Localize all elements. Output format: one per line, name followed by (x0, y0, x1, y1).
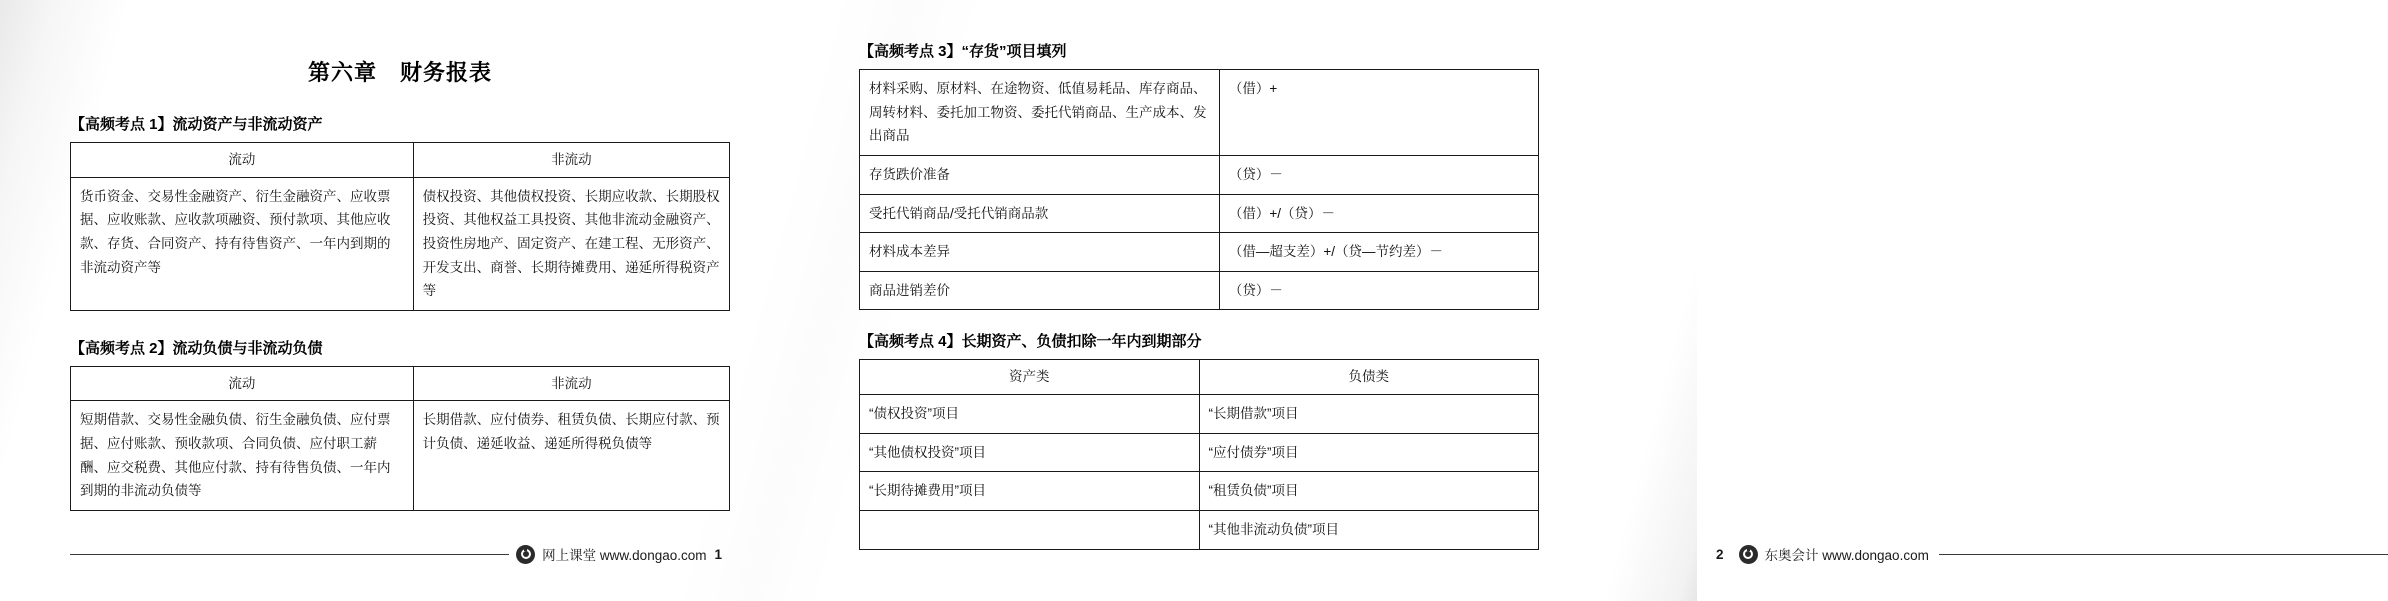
table-header-row (860, 360, 1539, 395)
section-heading-3: 【高频考点 3】“存货”项目填列 (859, 43, 1067, 60)
right-page-content (859, 40, 1539, 550)
brand-logo-icon (516, 545, 535, 564)
cell-inventory-item: 材料采购、原材料、在途物资、低值易耗品、库存商品、周转材料、委托加工物资、委托代销商品、生产成本、发出商品 (860, 70, 1220, 156)
table-row (71, 177, 730, 310)
table-row (860, 271, 1539, 310)
table-row (860, 433, 1539, 472)
column-header-noncurrent: 非流动 (413, 143, 729, 178)
cell-inventory-item: 商品进销差价 (860, 271, 1220, 310)
table-inventory-items (859, 69, 1539, 310)
cell-liability-item: “应付债券”项目 (1199, 433, 1539, 472)
table-row (860, 395, 1539, 434)
cell-inventory-value: （借—超支差）+/（贷—节约差）－ (1219, 233, 1538, 272)
cell-liability-item: “租赁负债”项目 (1199, 472, 1539, 511)
cell-asset-item (860, 510, 1200, 549)
cell-asset-item: “其他债权投资”项目 (860, 433, 1200, 472)
table-current-vs-noncurrent-liabilities (70, 366, 730, 511)
section-heading-4: 【高频考点 4】长期资产、负债扣除一年内到期部分 (859, 333, 1202, 351)
cell-inventory-value: （贷）－ (1219, 155, 1538, 194)
column-header-current: 流动 (71, 143, 414, 178)
table-row (71, 401, 730, 511)
section-heading-2: 【高频考点 2】流动负债与非流动负债 (70, 339, 323, 357)
cell-current-liabilities: 短期借款、交易性金融负债、衍生金融负债、应付票据、应付账款、预收款项、合同负债、应付职工薪酬、应交税费、其他应付款、持有待售负债、一年内到期的非流动负债等 (71, 401, 414, 511)
page-number: 2 (1716, 546, 1724, 562)
table-long-term-assets-liabilities (859, 359, 1539, 549)
cell-asset-item: “长期待摊费用”项目 (860, 472, 1200, 511)
footer-brand-label: 东奥会计 www.dongao.com (1764, 548, 1929, 563)
left-page-footer (70, 543, 730, 565)
table-header-row (71, 143, 730, 178)
cell-noncurrent-assets: 债权投资、其他债权投资、长期应收款、长期股权投资、其他权益工具投资、其他非流动金融资产、投资性房地产、固定资产、在建工程、无形资产、开发支出、商誉、长期待摊费用、递延所得税资产等 (413, 177, 729, 310)
cell-inventory-value: （贷）－ (1219, 271, 1538, 310)
cell-inventory-value: （借）+/（贷）－ (1219, 194, 1538, 233)
section-heading-1: 【高频考点 1】流动资产与非流动资产 (70, 116, 323, 133)
cell-liability-item: “其他非流动负债”项目 (1199, 510, 1539, 549)
table-row (860, 194, 1539, 233)
table-current-vs-noncurrent-assets (70, 142, 730, 311)
table-row (860, 233, 1539, 272)
right-page-footer (1708, 543, 2388, 565)
left-page (0, 0, 848, 601)
column-header-noncurrent: 非流动 (413, 366, 729, 401)
column-header-liability-type: 负债类 (1199, 360, 1539, 395)
left-page-content (70, 40, 730, 511)
table-row (860, 472, 1539, 511)
cell-inventory-item: 受托代销商品/受托代销商品款 (860, 194, 1220, 233)
table-row (860, 510, 1539, 549)
spacer (859, 310, 1539, 330)
table-row (860, 70, 1539, 156)
cell-inventory-item: 材料成本差异 (860, 233, 1220, 272)
spacer (70, 311, 730, 337)
cell-liability-item: “长期借款”项目 (1199, 395, 1539, 434)
footer-brand-label: 网上课堂 www.dongao.com (542, 548, 707, 563)
page-title: 第六章 财务报表 (307, 60, 492, 85)
cell-inventory-item: 存货跌价准备 (860, 155, 1220, 194)
brand-logo-icon (1739, 545, 1758, 564)
cell-current-assets: 货币资金、交易性金融资产、衍生金融资产、应收票据、应收账款、应收款项融资、预付款项、其他应收款、存货、合同资产、持有待售资产、一年内到期的非流动资产等 (71, 177, 414, 310)
table-row (860, 155, 1539, 194)
cell-inventory-value: （借）+ (1219, 70, 1538, 156)
right-page (849, 0, 1929, 601)
footer-rule (70, 554, 509, 555)
cell-asset-item: “债权投资”项目 (860, 395, 1200, 434)
cell-noncurrent-liabilities: 长期借款、应付债券、租赁负债、长期应付款、预计负债、递延收益、递延所得税负债等 (413, 401, 729, 511)
column-header-asset-type: 资产类 (860, 360, 1200, 395)
table-header-row (71, 366, 730, 401)
footer-rule (1939, 554, 2388, 555)
page-number: 1 (714, 546, 722, 562)
column-header-current: 流动 (71, 366, 414, 401)
